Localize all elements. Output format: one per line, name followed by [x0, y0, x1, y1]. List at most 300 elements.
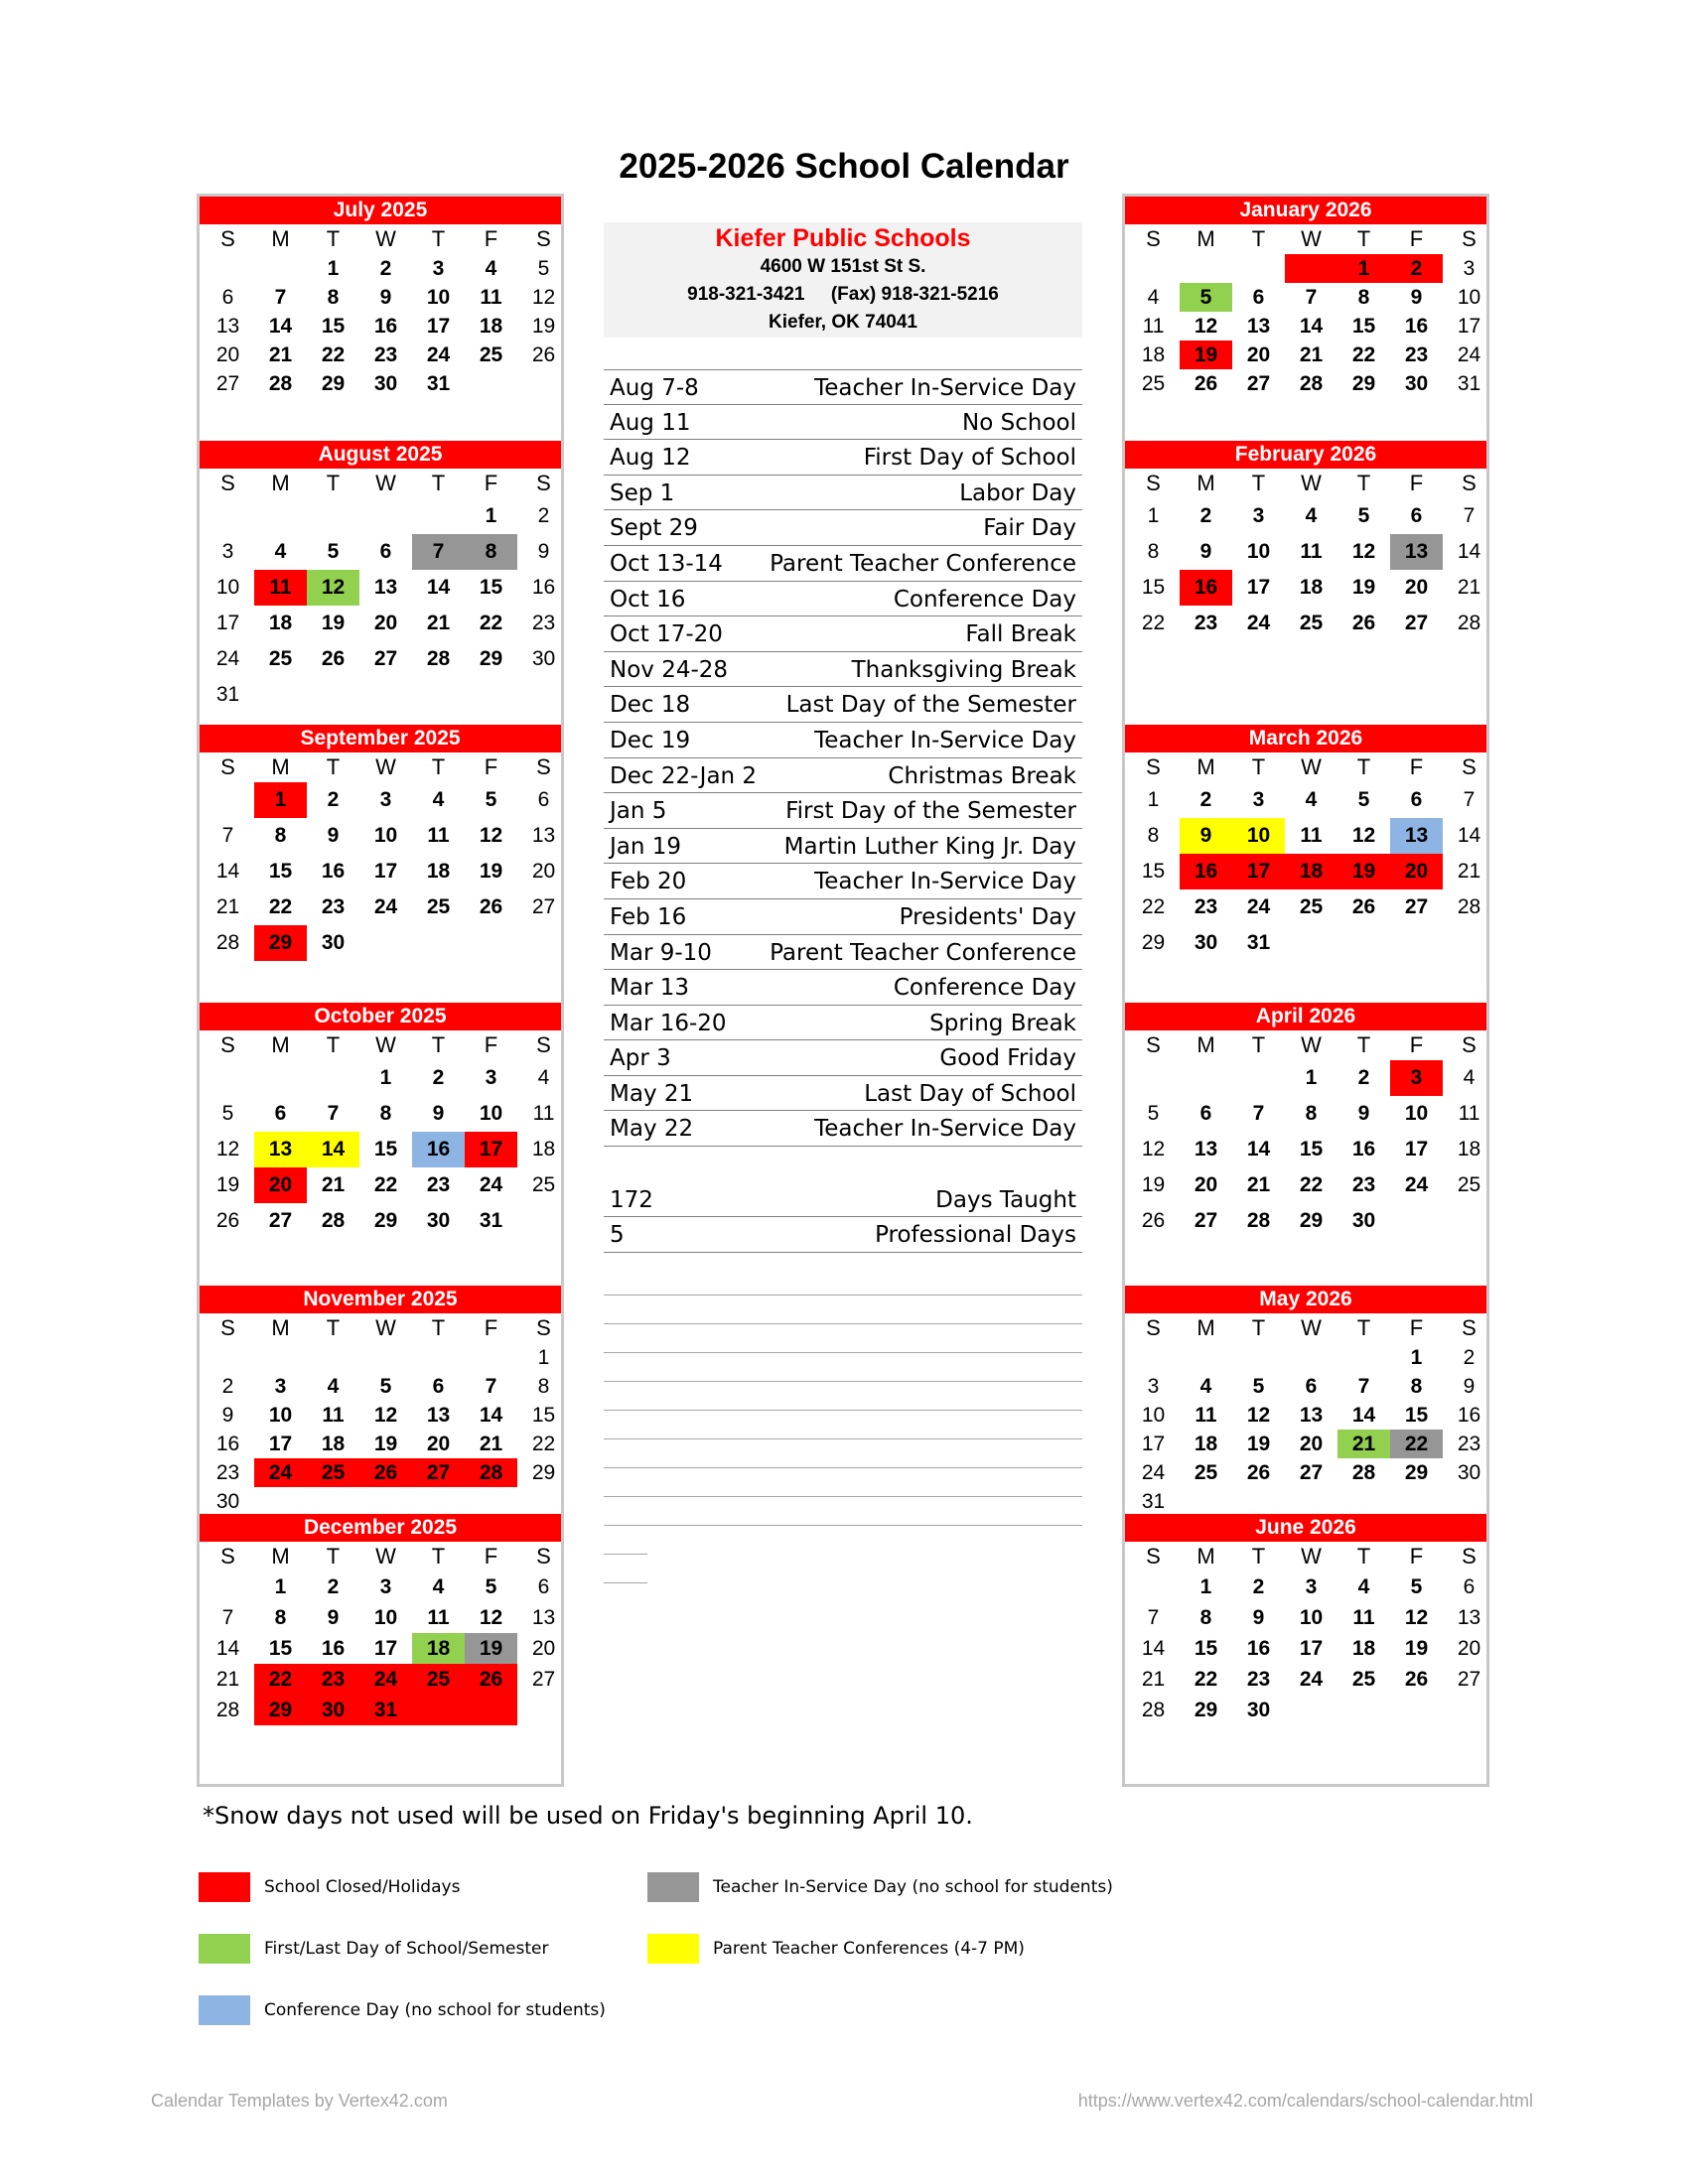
weekday-label: T	[326, 1315, 341, 1340]
empty-cell	[359, 1343, 412, 1372]
weekday-label: S	[220, 1544, 235, 1569]
day-cell: 26	[465, 1664, 517, 1695]
event-row	[604, 1147, 1082, 1182]
weekday-label: F	[484, 226, 498, 251]
event-date: Dec 22-Jan 2	[610, 762, 758, 789]
day-cell: 15	[268, 860, 293, 883]
day-cell: 19	[1404, 1637, 1429, 1660]
day-cell: 8	[274, 824, 287, 847]
day-cell: 16	[1180, 854, 1232, 889]
day-cell: 3	[1252, 788, 1265, 811]
day-cell: 2	[1199, 504, 1212, 527]
empty-cell	[254, 677, 307, 713]
weekday-header	[1127, 1542, 1486, 1571]
weekday-label: T	[1356, 1315, 1371, 1340]
month-block	[200, 1514, 561, 1725]
day-cell: 4	[1357, 1575, 1370, 1598]
weekday-label: M	[271, 754, 290, 779]
empty-cell	[1337, 1487, 1390, 1516]
empty-cell	[359, 498, 412, 534]
empty-cell	[254, 1487, 307, 1516]
event-date: Feb 16	[610, 903, 687, 930]
event-label: Parent Teacher Conference	[770, 939, 1076, 966]
weekday-label: S	[1462, 1032, 1477, 1057]
day-cell: 31	[1457, 372, 1481, 395]
day-cell: 10	[1232, 818, 1285, 854]
event-row	[604, 864, 1082, 899]
day-cell: 5	[1410, 1575, 1423, 1598]
legend-label: Conference Day (no school for students)	[264, 2000, 606, 2020]
event-date: Oct 16	[610, 586, 686, 613]
day-cell: 27	[1404, 612, 1429, 634]
day-cell: 12	[479, 824, 503, 847]
day-cell: 19	[531, 315, 556, 338]
day-cell: 18	[1299, 576, 1324, 599]
day-cell: 20	[215, 343, 240, 366]
day-cell: 30	[307, 1695, 359, 1725]
weekday-label: F	[484, 1544, 498, 1569]
weekday-label: M	[1196, 754, 1215, 779]
day-cell: 13	[1194, 1138, 1218, 1160]
weekday-label: S	[536, 1315, 551, 1340]
day-cell: 2	[432, 1066, 445, 1089]
event-label: Professional Days	[875, 1222, 1076, 1249]
empty-cell	[254, 1343, 307, 1372]
event-label: Good Friday	[939, 1045, 1076, 1072]
day-cell: 28	[1457, 612, 1481, 634]
week-row	[202, 1430, 561, 1458]
empty-cell	[412, 677, 465, 713]
day-cell: 2	[1252, 1575, 1265, 1598]
day-cell: 18	[531, 1138, 556, 1160]
empty-cell	[202, 1060, 254, 1096]
weekday-label: F	[484, 1315, 498, 1340]
day-cell: 18	[479, 315, 503, 338]
day-cell: 6	[1410, 788, 1423, 811]
day-cell: 3	[221, 540, 234, 563]
weekday-label: T	[1251, 1315, 1266, 1340]
weekday-header	[1127, 469, 1486, 498]
day-cell: 31	[479, 1209, 503, 1232]
event-row	[604, 652, 1082, 688]
week-row	[202, 1571, 561, 1602]
day-cell: 7	[485, 1375, 497, 1398]
empty-cell	[254, 254, 307, 283]
day-cell: 12	[373, 1404, 398, 1427]
empty-cell	[1180, 1060, 1232, 1096]
weekday-label: T	[1251, 1032, 1266, 1057]
weekday-label: M	[1196, 1032, 1215, 1057]
weekday-label: T	[431, 471, 446, 495]
empty-cell	[359, 925, 412, 961]
day-cell: 9	[1180, 818, 1232, 854]
empty-cell	[1390, 1695, 1443, 1725]
day-cell: 10	[373, 824, 398, 847]
weekday-label: W	[1301, 754, 1322, 779]
event-date: Jan 19	[610, 833, 682, 860]
week-row	[202, 369, 561, 398]
event-date: Mar 16-20	[610, 1010, 727, 1036]
event-date: Oct 13-14	[610, 550, 723, 577]
day-cell: 4	[1463, 1066, 1476, 1089]
week-row	[202, 283, 561, 312]
day-cell: 23	[531, 612, 556, 634]
footer-left: Calendar Templates by Vertex42.com	[151, 2091, 448, 2111]
day-cell: 1	[1337, 254, 1390, 283]
event-row	[604, 1040, 1082, 1076]
day-cell: 17	[1404, 1138, 1429, 1160]
month-title: September 2025	[200, 725, 561, 752]
day-cell: 16	[1404, 315, 1429, 338]
day-cell: 24	[1246, 895, 1271, 918]
empty-cell	[1443, 1695, 1495, 1725]
empty-cell	[517, 677, 570, 713]
day-cell: 21	[1141, 1668, 1166, 1691]
snow-day-note: *Snow days not used will be used on Friday's beginning April 10.	[203, 1802, 973, 1830]
day-cell: 28	[215, 1699, 240, 1721]
weekday-label: M	[1196, 1544, 1215, 1569]
event-row	[604, 687, 1082, 723]
weekday-label: T	[431, 226, 446, 251]
day-cell: 14	[1246, 1138, 1271, 1160]
weekday-label: S	[1146, 1032, 1161, 1057]
day-cell: 3	[1147, 1375, 1160, 1398]
event-row	[604, 369, 1082, 405]
day-cell: 20	[1194, 1173, 1218, 1196]
day-cell: 28	[321, 1209, 346, 1232]
weekday-label: W	[1301, 1544, 1322, 1569]
weekday-label: T	[1251, 226, 1266, 251]
empty-cell	[517, 1203, 570, 1239]
day-cell: 21	[321, 1173, 346, 1196]
day-cell: 25	[479, 343, 503, 366]
event-label: Christmas Break	[888, 762, 1076, 789]
footer-right: https://www.vertex42.com/calendars/school-calendar.html	[1077, 2091, 1533, 2111]
weekday-header	[1127, 1313, 1486, 1343]
day-cell: 14	[426, 576, 451, 599]
day-cell: 3	[379, 788, 392, 811]
day-cell: 29	[373, 1209, 398, 1232]
empty-cell	[1390, 1203, 1443, 1239]
event-label: Fall Break	[965, 621, 1076, 648]
legend-inservice	[647, 1872, 1113, 1902]
month-block	[1125, 1514, 1486, 1725]
month-title: June 2026	[1125, 1514, 1486, 1542]
blank-line	[604, 1295, 1082, 1296]
week-row	[1127, 1487, 1486, 1516]
blank-line	[604, 1410, 1082, 1411]
week-row	[1127, 283, 1486, 312]
day-cell: 27	[412, 1458, 465, 1487]
week-row	[202, 534, 561, 570]
legend-ptc	[647, 1934, 1025, 1964]
day-cell: 2	[221, 1375, 234, 1398]
week-row	[202, 889, 561, 925]
day-cell: 15	[1194, 1637, 1218, 1660]
day-cell: 21	[479, 1433, 503, 1455]
empty-cell	[307, 498, 359, 534]
event-date: 172	[610, 1186, 653, 1213]
day-cell: 14	[479, 1404, 503, 1427]
empty-cell	[1285, 1487, 1337, 1516]
day-cell: 11	[254, 570, 307, 606]
day-cell: 24	[373, 895, 398, 918]
event-date: Aug 11	[610, 409, 691, 436]
month-title: May 2026	[1125, 1286, 1486, 1313]
weekday-label: M	[271, 471, 290, 495]
day-cell: 13	[1390, 818, 1443, 854]
day-cell: 18	[1194, 1433, 1218, 1455]
week-row	[1127, 498, 1486, 534]
day-cell: 14	[1299, 315, 1324, 338]
day-cell: 25	[1299, 612, 1324, 634]
week-row	[1127, 1372, 1486, 1401]
day-cell: 20	[254, 1167, 307, 1203]
day-cell: 24	[359, 1664, 412, 1695]
day-cell: 7	[1463, 504, 1476, 527]
day-cell: 8	[1147, 824, 1160, 847]
legend-label: First/Last Day of School/Semester	[264, 1939, 549, 1959]
empty-cell	[1285, 925, 1337, 961]
weekday-label: W	[375, 754, 396, 779]
weekday-label: T	[326, 471, 341, 495]
day-cell: 16	[321, 860, 346, 883]
empty-cell	[517, 1487, 570, 1516]
week-row	[202, 254, 561, 283]
day-cell: 31	[215, 683, 240, 706]
weekday-label: S	[1462, 226, 1477, 251]
weekday-label: T	[1356, 226, 1371, 251]
weekday-header	[202, 469, 561, 498]
day-cell: 8	[1147, 540, 1160, 563]
blank-line	[604, 1381, 1082, 1382]
event-label: First Day of the Semester	[785, 798, 1076, 825]
day-cell: 20	[531, 1637, 556, 1660]
day-cell: 17	[373, 1637, 398, 1660]
day-cell: 13	[531, 1606, 556, 1629]
day-cell: 8	[537, 1375, 550, 1398]
left-calendar-column	[197, 194, 564, 1787]
day-cell: 6	[432, 1375, 445, 1398]
day-cell: 6	[1305, 1375, 1318, 1398]
day-cell: 30	[1194, 931, 1218, 954]
week-row	[1127, 1430, 1486, 1458]
week-row	[202, 312, 561, 341]
weekday-label: S	[1462, 754, 1477, 779]
day-cell: 9	[432, 1102, 445, 1125]
week-row	[202, 1664, 561, 1695]
day-cell: 29	[254, 925, 307, 961]
day-cell: 3	[379, 1575, 392, 1598]
day-cell: 16	[215, 1433, 240, 1455]
day-cell: 29	[254, 1695, 307, 1725]
blank-line	[604, 1467, 1082, 1468]
day-cell: 17	[373, 860, 398, 883]
day-cell: 1	[327, 257, 340, 280]
day-cell: 29	[531, 1461, 556, 1484]
event-row	[604, 616, 1082, 652]
day-cell: 18	[1285, 854, 1337, 889]
month-block	[200, 1003, 561, 1239]
day-cell: 7	[1147, 1606, 1160, 1629]
day-cell: 6	[537, 788, 550, 811]
event-row	[604, 793, 1082, 829]
event-date: 5	[610, 1222, 625, 1249]
day-cell: 25	[531, 1173, 556, 1196]
day-cell: 5	[327, 540, 340, 563]
empty-cell	[202, 1343, 254, 1372]
day-cell: 13	[426, 1404, 451, 1427]
day-cell: 23	[215, 1461, 240, 1484]
day-cell: 11	[1195, 1404, 1217, 1427]
day-cell: 1	[379, 1066, 392, 1089]
day-cell: 27	[1457, 1668, 1481, 1691]
day-cell: 6	[274, 1102, 287, 1125]
day-cell: 11	[1300, 540, 1323, 563]
weekday-label: S	[536, 1544, 551, 1569]
weekday-label: W	[375, 471, 396, 495]
day-cell: 11	[427, 824, 450, 847]
day-cell: 6	[1463, 1575, 1476, 1598]
day-cell: 9	[221, 1404, 234, 1427]
empty-cell	[1232, 254, 1285, 283]
day-cell: 24	[1404, 1173, 1429, 1196]
day-cell: 22	[1390, 1430, 1443, 1458]
day-cell: 28	[215, 931, 240, 954]
blank-line	[604, 1438, 1082, 1439]
event-label: Teacher In-Service Day	[814, 727, 1076, 753]
day-cell: 14	[1457, 540, 1481, 563]
day-cell: 21	[1246, 1173, 1271, 1196]
school-info-box	[604, 222, 1082, 338]
legend-closed	[199, 1872, 460, 1902]
empty-cell	[1127, 1571, 1180, 1602]
day-cell: 4	[432, 788, 445, 811]
day-cell: 9	[537, 540, 550, 563]
empty-cell	[307, 677, 359, 713]
day-cell: 13	[531, 824, 556, 847]
week-row	[1127, 854, 1486, 889]
empty-cell	[1127, 1343, 1180, 1372]
day-cell: 14	[1457, 824, 1481, 847]
day-cell: 29	[1141, 931, 1166, 954]
day-cell: 23	[307, 1664, 359, 1695]
day-cell: 18	[1351, 1637, 1376, 1660]
weekday-header	[202, 752, 561, 782]
weekday-header	[202, 1313, 561, 1343]
event-date: Mar 9-10	[610, 939, 712, 966]
day-cell: 8	[465, 534, 517, 570]
weekday-label: F	[1409, 1544, 1424, 1569]
day-cell: 22	[1194, 1668, 1218, 1691]
month-block	[1125, 197, 1486, 398]
day-cell: 10	[215, 576, 240, 599]
day-cell: 18	[1141, 343, 1166, 366]
day-cell: 15	[1299, 1138, 1324, 1160]
day-cell: 7	[221, 1606, 234, 1629]
weekday-header	[1127, 1030, 1486, 1060]
day-cell: 15	[1141, 860, 1166, 883]
day-cell: 1	[1147, 504, 1160, 527]
empty-cell	[1337, 925, 1390, 961]
empty-cell	[307, 1060, 359, 1096]
day-cell: 7	[1252, 1102, 1265, 1125]
week-row	[1127, 254, 1486, 283]
day-cell: 22	[1351, 343, 1376, 366]
weekday-label: M	[271, 1315, 290, 1340]
empty-cell	[1127, 1060, 1180, 1096]
day-cell: 19	[1180, 341, 1232, 369]
day-cell: 8	[1199, 1606, 1212, 1629]
day-cell: 21	[215, 1668, 240, 1691]
weekday-header	[202, 1542, 561, 1571]
event-label: Conference Day	[893, 975, 1076, 1002]
right-calendar-column	[1122, 194, 1489, 1787]
day-cell: 12	[1141, 1138, 1166, 1160]
weekday-label: T	[431, 1544, 446, 1569]
day-cell: 30	[321, 931, 346, 954]
day-cell: 12	[215, 1138, 240, 1160]
day-cell: 16	[1457, 1404, 1481, 1427]
event-label: No School	[962, 409, 1076, 436]
day-cell: 14	[215, 860, 240, 883]
week-row	[1127, 1132, 1486, 1167]
day-cell: 12	[531, 286, 556, 309]
day-cell: 6	[1252, 286, 1265, 309]
day-cell: 22	[1141, 895, 1166, 918]
day-cell: 8	[1410, 1375, 1423, 1398]
month-title: February 2026	[1125, 441, 1486, 469]
weekday-label: M	[271, 1032, 290, 1057]
day-cell: 20	[426, 1433, 451, 1455]
day-cell: 20	[1246, 343, 1271, 366]
day-cell: 19	[465, 1633, 517, 1664]
day-cell: 4	[274, 540, 287, 563]
day-cell: 2	[537, 504, 550, 527]
week-row	[1127, 925, 1486, 961]
day-cell: 19	[1351, 576, 1376, 599]
weekday-label: T	[1356, 471, 1371, 495]
empty-cell	[1232, 1343, 1285, 1372]
month-title: July 2025	[200, 197, 561, 224]
day-cell: 9	[327, 1606, 340, 1629]
weekday-label: W	[1301, 1032, 1322, 1057]
day-cell: 22	[1299, 1173, 1324, 1196]
empty-cell	[1443, 925, 1495, 961]
day-cell: 16	[321, 1637, 346, 1660]
day-cell: 2	[327, 1575, 340, 1598]
day-cell: 10	[426, 286, 451, 309]
day-cell: 28	[426, 647, 451, 670]
day-cell: 7	[1357, 1375, 1370, 1398]
event-row	[604, 1217, 1082, 1253]
day-cell: 4	[485, 257, 497, 280]
day-cell: 30	[531, 647, 556, 670]
day-cell: 9	[1252, 1606, 1265, 1629]
empty-cell	[1443, 1487, 1495, 1516]
day-cell: 29	[321, 372, 346, 395]
weekday-label: F	[1409, 1315, 1424, 1340]
weekday-header	[1127, 224, 1486, 254]
day-cell: 10	[1299, 1606, 1324, 1629]
event-row	[604, 1111, 1082, 1147]
day-cell: 30	[1457, 1461, 1481, 1484]
event-label: Labor Day	[959, 479, 1076, 506]
day-cell: 25	[1299, 895, 1324, 918]
weekday-label: S	[536, 754, 551, 779]
event-date: May 22	[610, 1116, 694, 1143]
day-cell: 6	[1199, 1102, 1212, 1125]
